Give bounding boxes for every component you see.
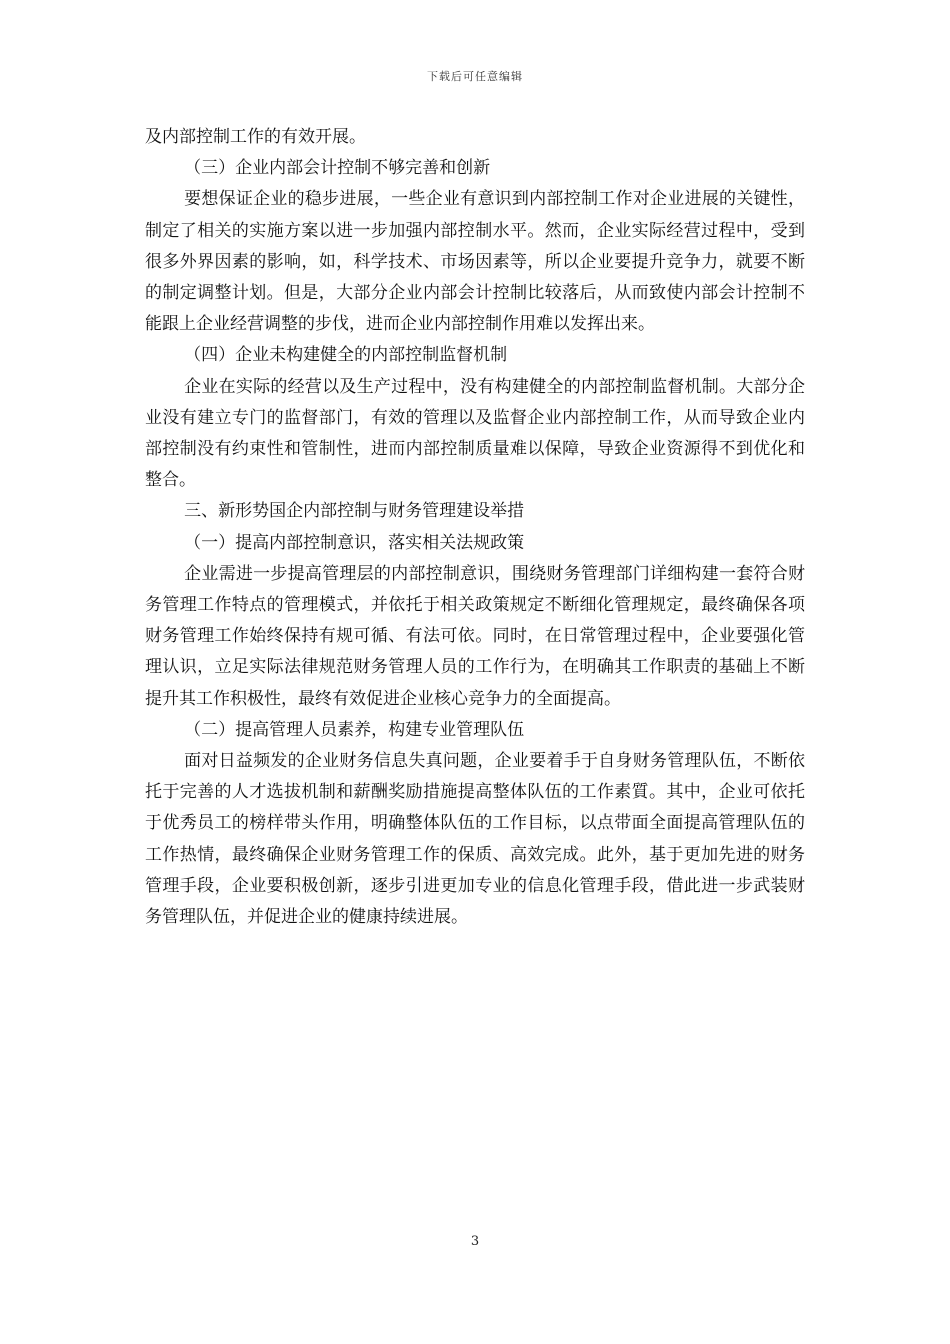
paragraph-team: 面对日益频发的企业财务信息失真问题，企业要着手于自身财务管理队伍，不断依托于完善的人才选拔机制和薪酬奖励措施提高整体队伍的工作素質。其中，企业可依托于优秀员工的榜样带头作用，明确整体队伍的工作目标，以点带面全面提高管理队伍的工作热情，最终确保企业财务管理工作的保质、高效完成。此外，基于更加先进的财务管理手段，企业要积极创新，逐步引进更加专业的信息化管理手段，借此进一步武装财务管理队伍，并促进企业的健康持续进展。 (145, 751, 805, 928)
paragraph-accounting-control: 要想保证企业的稳步进展，一些企业有意识到内部控制工作对企业进展的关键性，制定了相关的实施方案以进一步加强内部控制水平。然而，企业实际经营过程中，受到很多外界因素的影响，如，科学技术、市场因素等，所以企业要提升竞争力，就要不断的制定调整计划。但是，大部分企业内部会计控制比较落后，从而致使内部会计控制不能跟上企业经营调整的步伐，进而企业内部控制作用难以发挥出来。 (145, 189, 805, 335)
header-note: 下载后可任意编辑 (427, 70, 523, 83)
section-heading-4: （四）企业未构建健全的内部控制监督机制 (184, 345, 508, 366)
chapter-heading-3: 三、新形势国企内部控制与财务管理建设举措 (184, 501, 525, 522)
paragraph-awareness: 企业需进一步提高管理层的内部控制意识，围绕财务管理部门详细构建一套符合财务管理工作特点的管理模式，并依托于相关政策规定不断细化管理规定，最终确保各项财务管理工作始终保持有规可循、有法可依。同时，在日常管理过程中，企业要强化管理认识，立足实际法律规范财务管理人员的工作行为，在明确其工作职责的基础上不断提升其工作积极性，最终有效促进企业核心竞争力的全面提高。 (145, 563, 805, 709)
document-body (145, 122, 805, 933)
paragraph-continuation: 及内部控制工作的有效开展。 (145, 127, 366, 147)
subsection-heading-2: （二）提高管理人员素养，构建专业管理队伍 (184, 719, 525, 740)
subsection-heading-1: （一）提高内部控制意识，落实相关法规政策 (184, 532, 525, 553)
section-heading-3: （三）企业内部会计控制不够完善和创新 (184, 158, 491, 179)
page-number: 3 (470, 1234, 480, 1249)
paragraph-supervision: 企业在实际的经营以及生产过程中，没有构建健全的内部控制监督机制。大部分企业没有建立专门的监督部门，有效的管理以及监督企业内部控制工作，从而导致企业内部控制没有约束性和管制性，进而内部控制质量难以保障，导致企业资源得不到优化和整合。 (145, 376, 805, 491)
